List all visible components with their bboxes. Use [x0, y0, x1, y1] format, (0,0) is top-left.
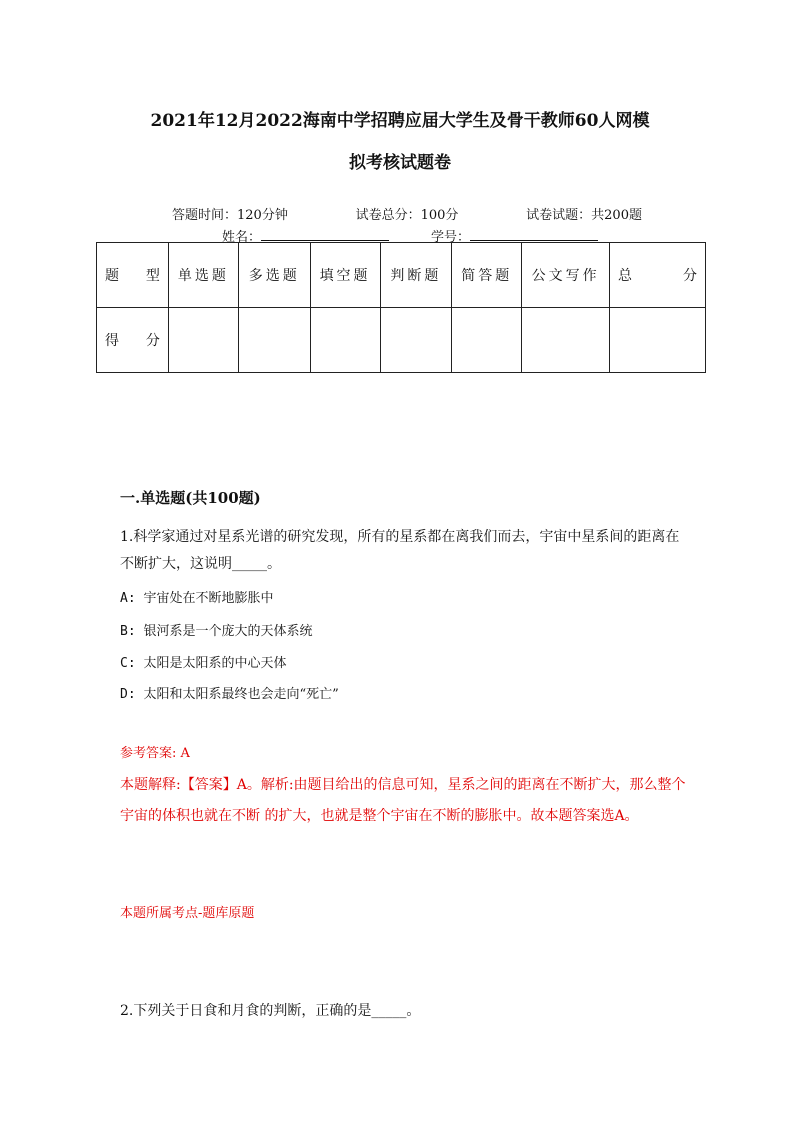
option-key: B:: [120, 624, 136, 639]
question-2-stem: 2.下列关于日食和月食的判断，正确的是_____。: [120, 1003, 421, 1019]
column-official-writing: 公文写作: [522, 243, 610, 308]
column-short-answer: 简答题: [452, 243, 522, 308]
score-label-cell: 得 分: [97, 308, 169, 373]
option-d: [120, 683, 339, 702]
name-label: 姓名：: [222, 230, 262, 245]
question-1-stem: 1.科学家通过对星系光谱的研究发现，所有的星系都在离我们而去，宇宙中星系间的距离在不断扩大，这说明_____。: [120, 529, 680, 572]
option-text: 银河系是一个庞大的天体系统: [143, 624, 313, 639]
option-text: 太阳是太阳系的中心天体: [143, 656, 287, 671]
option-text: 宇宙处在不断地膨胀中: [143, 591, 274, 606]
option-c: [120, 652, 287, 671]
score-table: [96, 242, 706, 373]
knowledge-point: 本题所属考点-题库原题: [120, 906, 255, 921]
page-title-line2: 拟考核试题卷: [349, 153, 451, 173]
score-cell[interactable]: [310, 308, 380, 373]
option-key: A:: [120, 591, 136, 606]
exam-info: [172, 204, 642, 223]
exam-total-score: 试卷总分：100分: [355, 208, 459, 223]
column-true-false: 判断题: [380, 243, 452, 308]
column-fill-blank: 填空题: [310, 243, 380, 308]
score-cell[interactable]: [380, 308, 452, 373]
option-key: D:: [120, 687, 136, 702]
option-a: [120, 587, 274, 606]
exam-question-count: 试卷试题：共200题: [526, 208, 642, 223]
page-title-line1: 2021年12月2022海南中学招聘应届大学生及骨干教师60人网模: [150, 111, 650, 131]
column-total: 总 分: [610, 243, 706, 308]
header-label-cell: 题 型: [97, 243, 169, 308]
section-title: 一.单选题(共100题): [120, 489, 261, 507]
score-cell[interactable]: [522, 308, 610, 373]
option-key: C:: [120, 656, 136, 671]
option-b: [120, 620, 313, 639]
option-text: 太阳和太阳系最终也会走向“死亡”: [143, 687, 339, 702]
score-cell[interactable]: [168, 308, 238, 373]
column-multi-choice: 多选题: [238, 243, 310, 308]
score-cell[interactable]: [238, 308, 310, 373]
exam-time: 答题时间：120分钟: [172, 208, 288, 223]
student-id-label: 学号：: [431, 230, 471, 245]
score-table-header-row: [97, 243, 706, 308]
answer-explanation: 本题解释:【答案】A。解析:由题目给出的信息可知，星系之间的距离在不断扩大，那么整个宇宙的体积也就在不断 的扩大，也就是整个宇宙在不断的膨胀中。故本题答案选A。: [120, 777, 686, 824]
score-table-score-row: [97, 308, 706, 373]
column-single-choice: 单选题: [168, 243, 238, 308]
score-cell[interactable]: [452, 308, 522, 373]
reference-answer: 参考答案: A: [120, 746, 190, 761]
student-id-field[interactable]: [470, 226, 598, 241]
score-cell[interactable]: [610, 308, 706, 373]
name-field[interactable]: [261, 226, 389, 241]
